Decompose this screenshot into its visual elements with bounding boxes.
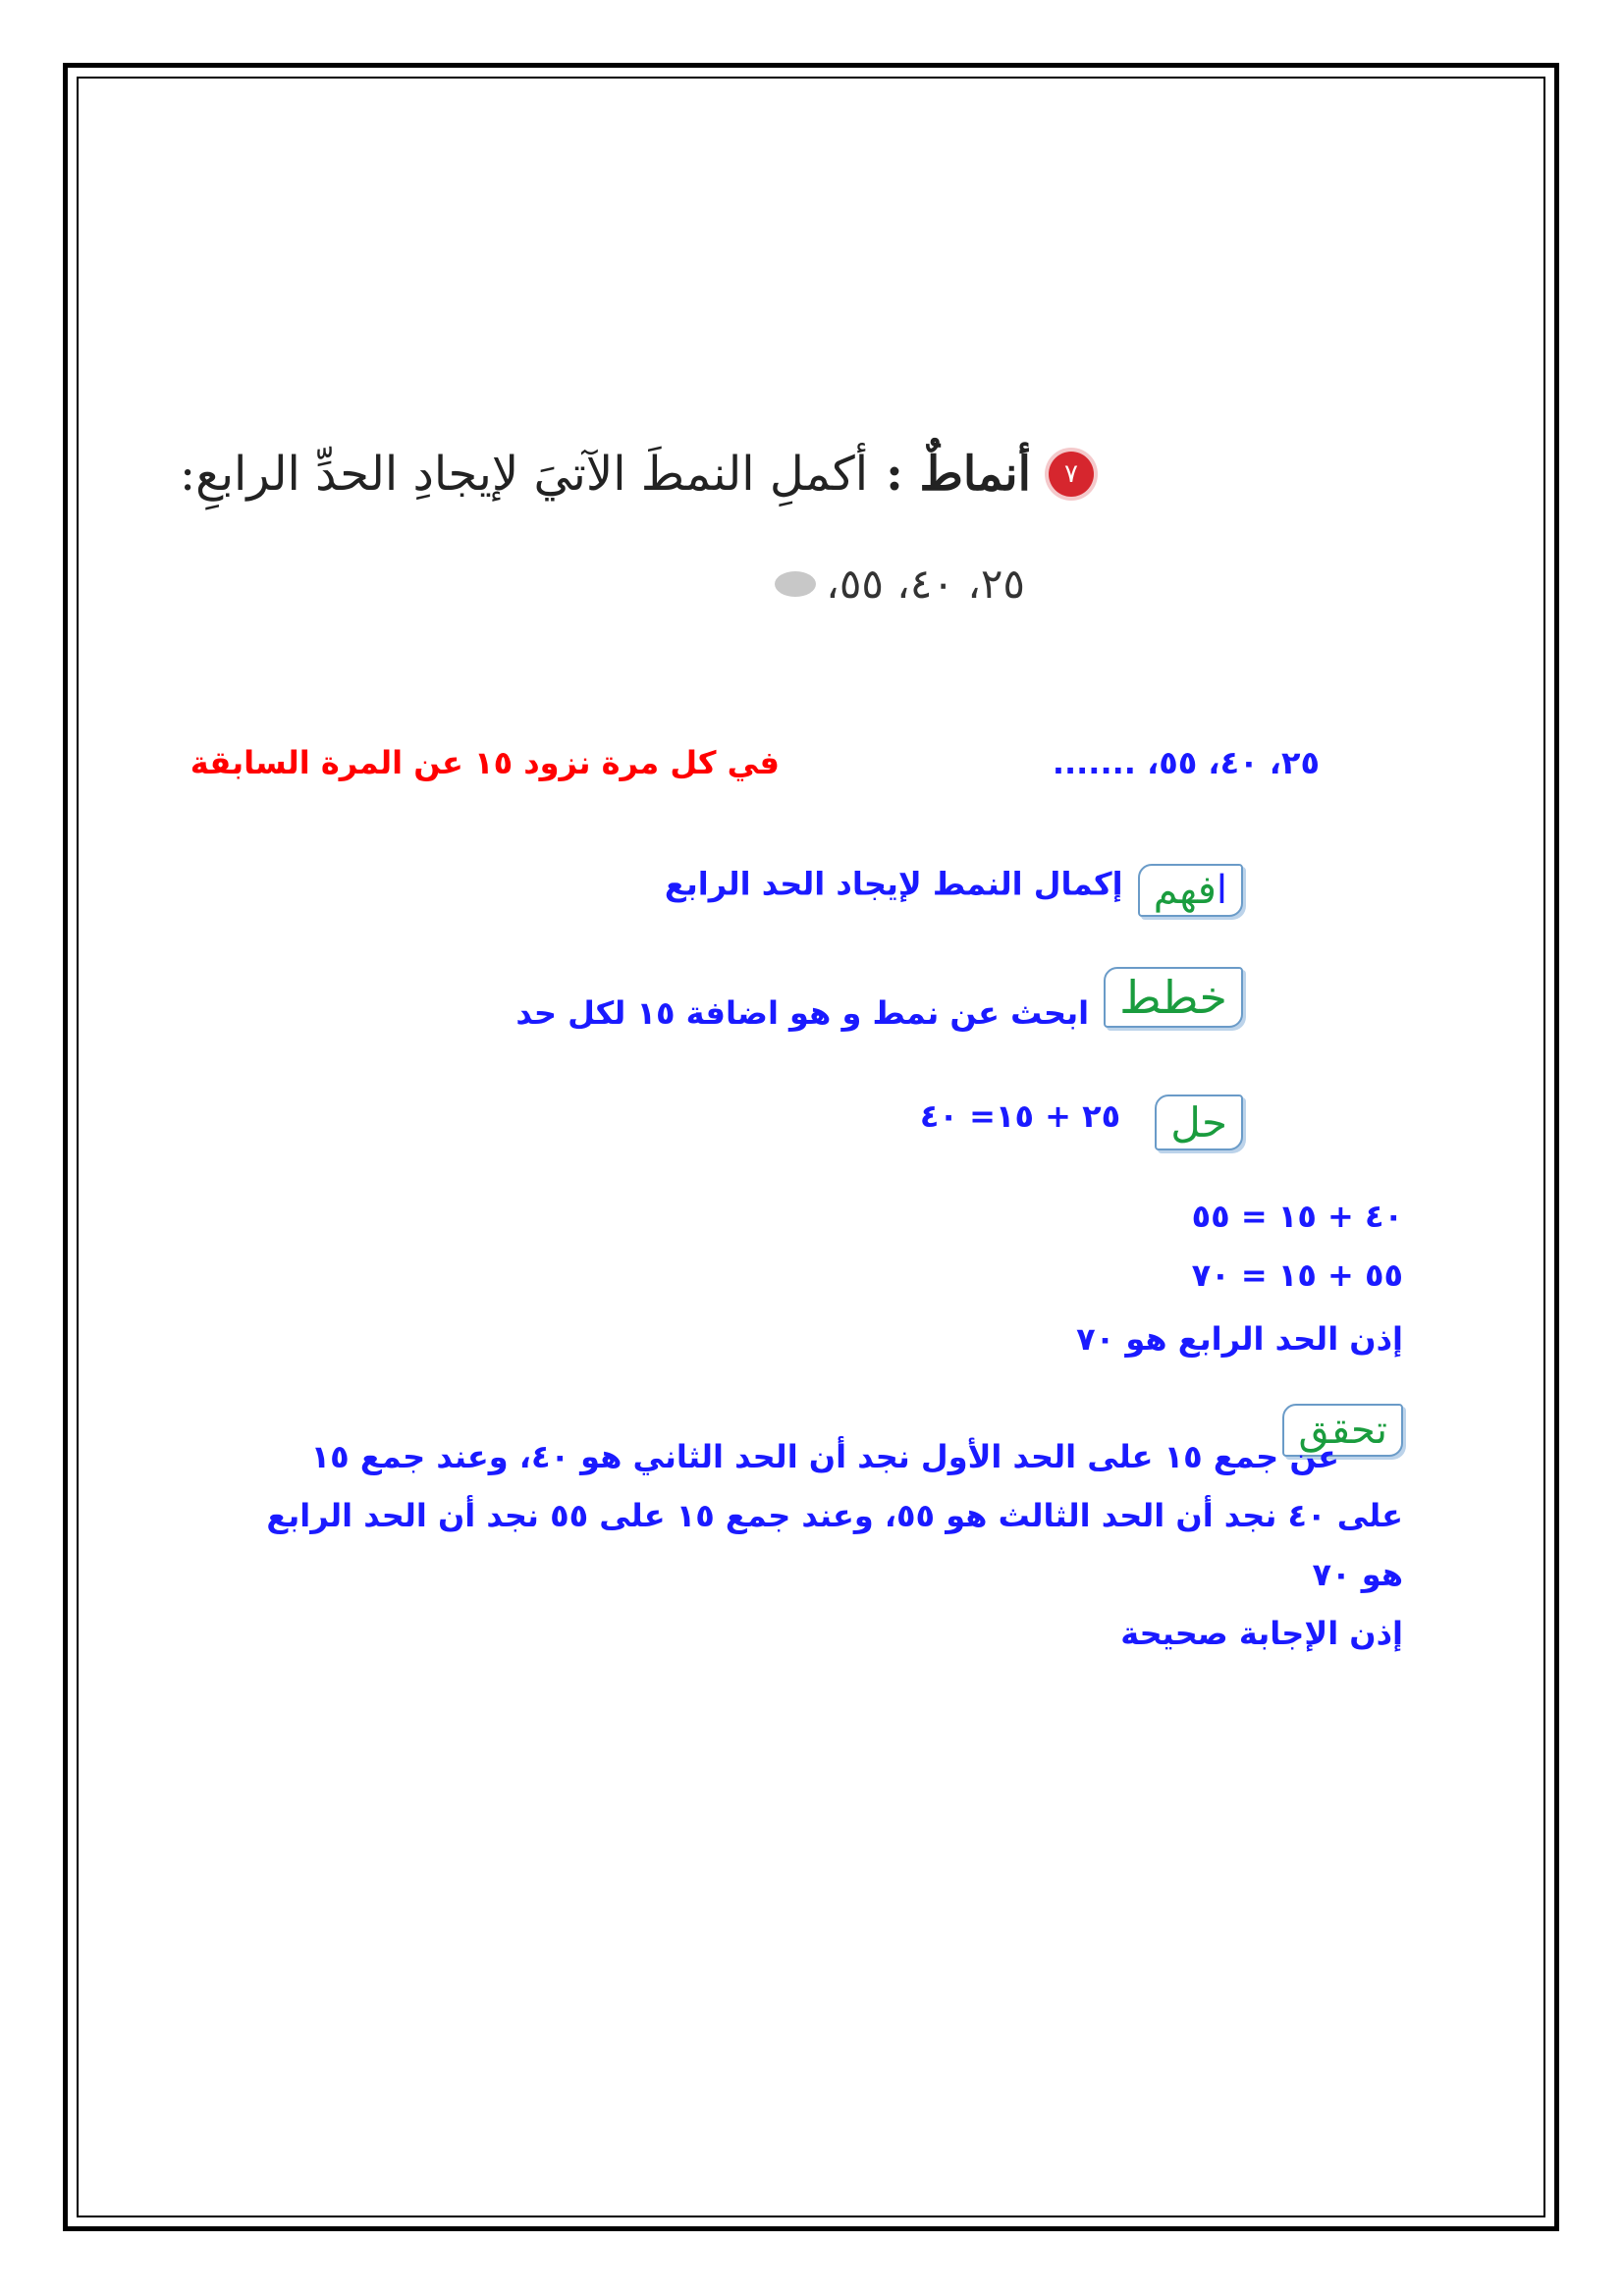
page-border-inner: [77, 77, 1545, 2217]
check-line-2: على ٤٠ نجد أن الحد الثالث هو ٥٥، وعند جمع ١٥ على ٥٥ نجد أن الحد الرابع: [266, 1497, 1403, 1534]
check-line-3: هو ٧٠: [1312, 1556, 1403, 1593]
solve-step-1: ٢٥ + ١٥= ٤٠: [919, 1097, 1121, 1135]
question-number-badge: ٧: [1049, 452, 1094, 497]
pattern-note: في كل مرة نزود ١٥ عن المرة السابقة: [189, 744, 780, 781]
check-badge: تحقق: [1282, 1404, 1403, 1457]
solve-badge: حل: [1155, 1095, 1243, 1150]
question-title: [180, 447, 1094, 502]
question-text: أكملِ النمطَ الآتيَ لإيجادِ الحدِّ الرابعِ:: [179, 447, 869, 502]
check-line-1: عن جمع ١٥ على الحد الأول نجد أن الحد الثاني هو ٤٠، وعند جمع ١٥: [310, 1438, 1339, 1475]
plan-text: ابحث عن نمط و هو اضافة ١٥ لكل حد: [515, 993, 1090, 1032]
solve-row: [920, 1095, 1243, 1150]
question-label: أنماطٌ :: [886, 447, 1031, 502]
understand-text: إكمال النمط لإيجاد الحد الرابع: [664, 865, 1123, 903]
solve-step-2: ٤٠ + ١٥ = ٥٥: [1191, 1198, 1403, 1235]
question-sequence-text: ٢٥، ٤٠، ٥٥،: [826, 560, 1025, 608]
pattern-sequence: ٢٥، ٤٠، ٥٥، .......: [1052, 744, 1320, 781]
check-conclusion: إذن الإجابة صحيحة: [1120, 1615, 1403, 1652]
solve-step-3: ٥٥ + ١٥ = ٧٠: [1191, 1256, 1403, 1294]
blank-term-placeholder: [775, 571, 816, 597]
understand-row: [665, 864, 1243, 917]
plan-row: [515, 967, 1243, 1032]
plan-badge: خطط: [1104, 967, 1243, 1028]
solve-conclusion: إذن الحد الرابع هو ٧٠: [1076, 1320, 1403, 1358]
question-sequence: [775, 560, 1025, 608]
understand-badge: ا فهم: [1138, 864, 1243, 917]
